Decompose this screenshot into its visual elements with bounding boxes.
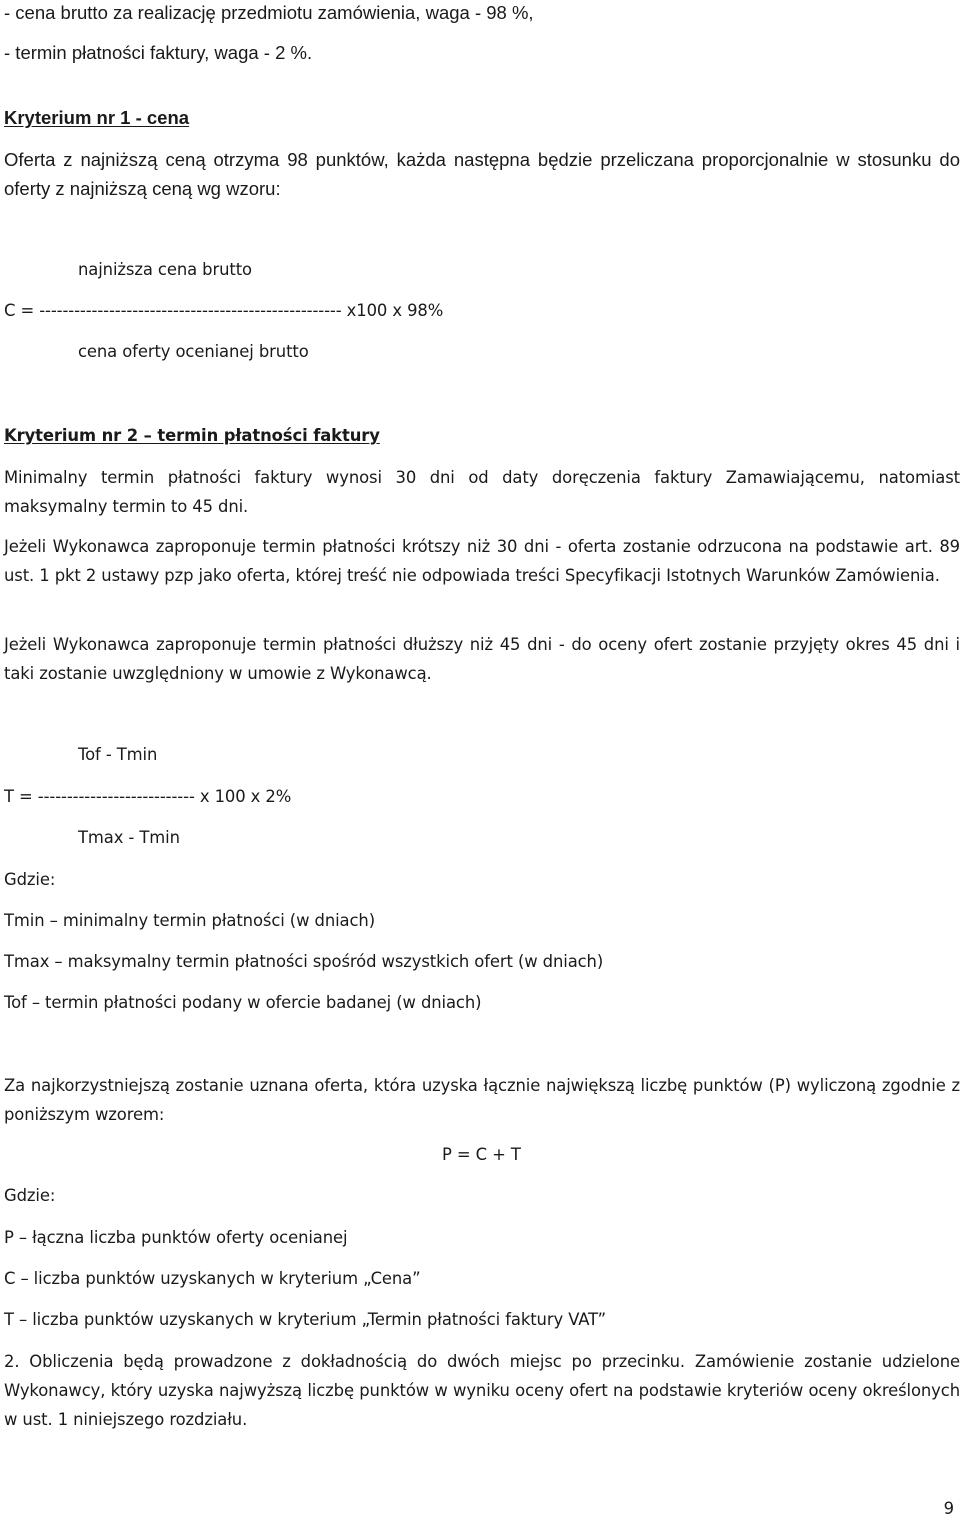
criterion-1-paragraph: Oferta z najniższą ceną otrzyma 98 punktów, każda następna będzie przeliczana proporcjonalnie w stosunku do oferty z najniższą ceną wg wzoru:	[4, 149, 960, 199]
criterion-2-paragraph-1: Minimalny termin płatności faktury wynosi 30 dni od daty doręczenia faktury Zamawiającemu, natomiast maksymalny termin to 45 dni.	[4, 468, 960, 516]
definition-t: T – liczba punktów uzyskanych w kryterium „Termin płatności faktury VAT”	[4, 1310, 607, 1329]
definition-tmax: Tmax – maksymalny termin płatności spośród wszystkich ofert (w dniach)	[4, 952, 604, 971]
definition-tof: Tof – termin płatności podany w ofercie badanej (w dniach)	[4, 993, 482, 1012]
criterion-2-paragraph-2: Jeżeli Wykonawca zaproponuje termin płatności krótszy niż 30 dni - oferta zostanie odrzucona na podstawie art. 89 ust. 1 pkt 2 ustawy pzp jako oferta, której treść nie odpowiada treści Specyfikacji Istotnych Warunków Zamówienia.	[4, 537, 960, 585]
formula-c-line: C = ---------------------------------------------------- x100 x 98%	[4, 301, 444, 320]
formula-c-numerator: najniższa cena brutto	[78, 260, 252, 279]
criterion-1-heading: Kryterium nr 1 - cena	[4, 107, 190, 128]
formula-t-denominator: Tmax - Tmin	[78, 828, 180, 847]
weight-price-line: - cena brutto za realizację przedmiotu zamówienia, waga - 98 %,	[4, 2, 534, 23]
definition-p: P – łączna liczba punktów oferty ocenianej	[4, 1228, 348, 1247]
formula-t-line: T = --------------------------- x 100 x 2%	[4, 787, 292, 806]
page-number: 9	[943, 1499, 954, 1518]
definition-c: C – liczba punktów uzyskanych w kryterium „Cena”	[4, 1269, 421, 1288]
formula-t-numerator: Tof - Tmin	[78, 745, 158, 764]
formula-c-denominator: cena oferty ocenianej brutto	[78, 342, 309, 361]
weight-payment-term-line: - termin płatności faktury, waga - 2 %.	[4, 42, 313, 63]
criterion-2-heading: Kryterium nr 2 – termin płatności faktury	[4, 426, 380, 445]
definition-tmin: Tmin – minimalny termin płatności (w dniach)	[4, 911, 376, 930]
total-points-paragraph: Za najkorzystniejszą zostanie uznana oferta, która uzyska łącznie największą liczbę punktów (P) wyliczoną zgodnie z poniższym wzorem:	[4, 1076, 960, 1124]
point-2-paragraph: 2. Obliczenia będą prowadzone z dokładnością do dwóch miejsc po przecinku. Zamówienie zostanie udzielone Wykonawcy, który uzyska najwyższą liczbę punktów w wyniku oceny ofert na podstawie kryteriów oceny określonych w ust. 1 niniejszego rozdziału.	[4, 1352, 960, 1429]
where-label-2: Gdzie:	[4, 1186, 56, 1205]
criterion-2-paragraph-3: Jeżeli Wykonawca zaproponuje termin płatności dłuższy niż 45 dni - do oceny ofert zostanie przyjęty okres 45 dni i taki zostanie uwzględniony w umowie z Wykonawcą.	[4, 635, 960, 683]
formula-p: P = C + T	[442, 1145, 521, 1164]
where-label-1: Gdzie:	[4, 870, 56, 889]
